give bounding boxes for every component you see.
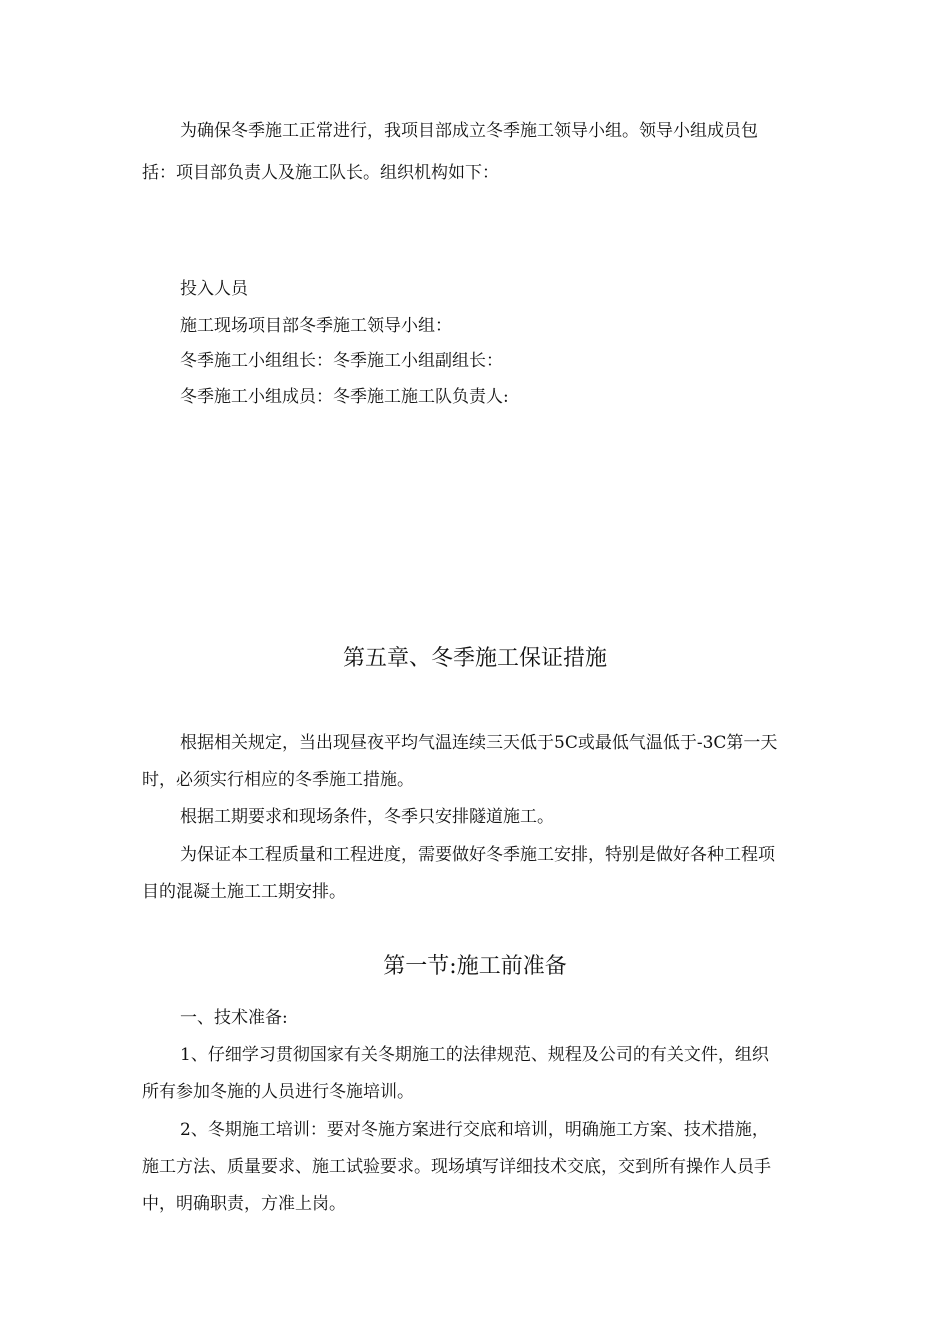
intro-paragraph-line-2: 括：项目部负责人及施工队长。组织机构如下：	[142, 163, 499, 183]
item-2-line-3: 中，明确职责，方准上岗。	[142, 1194, 346, 1214]
personnel-title: 投入人员	[180, 279, 248, 299]
group-members-line: 冬季施工小组成员：冬季施工施工队负责人:	[180, 387, 509, 407]
chapter-5-paragraph-2: 根据工期要求和现场条件，冬季只安排隧道施工。	[180, 807, 554, 827]
item-2-line-2: 施工方法、质量要求、施工试验要求。现场填写详细技术交底，交到所有操作人员手	[142, 1157, 771, 1177]
chapter-5-paragraph-1-line-2: 时，必须实行相应的冬季施工措施。	[142, 770, 414, 790]
chapter-5-paragraph-1-line-1: 根据相关规定，当出现昼夜平均气温连续三天低于5C或最低气温低于-3C第一天	[180, 733, 778, 753]
technical-preparation-heading: 一、技术准备:	[180, 1008, 288, 1028]
group-leaders-line: 冬季施工小组组长：冬季施工小组副组长：	[180, 351, 503, 371]
leadership-group-line: 施工现场项目部冬季施工领导小组：	[180, 316, 452, 336]
chapter-5-paragraph-3-line-2: 目的混凝土施工工期安排。	[142, 882, 346, 902]
section-1-title: 第一节:施工前准备	[383, 954, 567, 979]
chapter-5-paragraph-3-line-1: 为保证本工程质量和工程进度，需要做好冬季施工安排，特别是做好各种工程项	[180, 845, 775, 865]
chapter-5-title: 第五章、冬季施工保证措施	[342, 646, 607, 671]
item-1-line-2: 所有参加冬施的人员进行冬施培训。	[142, 1082, 414, 1102]
item-1-line-1: 1、仔细学习贯彻国家有关冬期施工的法律规范、规程及公司的有关文件，组织	[180, 1045, 769, 1065]
item-2-line-1: 2、冬期施工培训：要对冬施方案进行交底和培训，明确施工方案、技术措施，	[180, 1120, 769, 1140]
intro-paragraph-line-1: 为确保冬季施工正常进行，我项目部成立冬季施工领导小组。领导小组成员包	[180, 121, 758, 141]
